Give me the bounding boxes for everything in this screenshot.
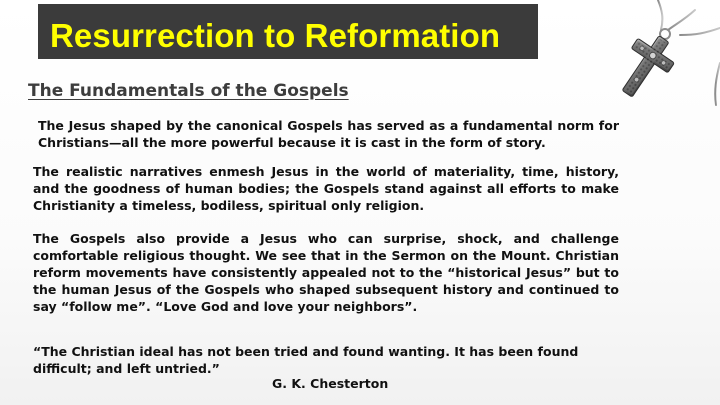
slide-title: Resurrection to Reformation bbox=[50, 17, 501, 54]
title-banner bbox=[38, 4, 538, 59]
slide-subtitle: The Fundamentals of the Gospels bbox=[28, 81, 349, 101]
paragraph-2: The realistic narratives enmesh Jesus in the world of materiality, time, history, and the goodness of human bodies; the Gospels stand against all efforts to make Christianity a timeless, bodiless, spiritual only religion. bbox=[33, 164, 619, 213]
chain-graphic bbox=[658, 0, 720, 105]
quote-text: “The Christian ideal has not been tried and found wanting. It has been found difficult; and left untried.” bbox=[33, 344, 579, 376]
cross-necklace-icon bbox=[540, 0, 720, 110]
paragraph-3: The Gospels also provide a Jesus who can surprise, shock, and challenge comfortable religious thought. We see that in the Sermon on the Mount. Christian reform movements have consistently appealed not to the “historical Jesus” but to the human Jesus of the Gospels who shaped subsequent history and continued to say “follow me”. “Love God and love your neighbors”. bbox=[33, 231, 619, 314]
paragraph-1: The Jesus shaped by the canonical Gospels has served as a fundamental norm for Christians—all the more powerful because it is cast in the form of story. bbox=[38, 118, 619, 150]
quote-author: G. K. Chesterton bbox=[272, 376, 389, 391]
cross-graphic bbox=[609, 27, 682, 106]
